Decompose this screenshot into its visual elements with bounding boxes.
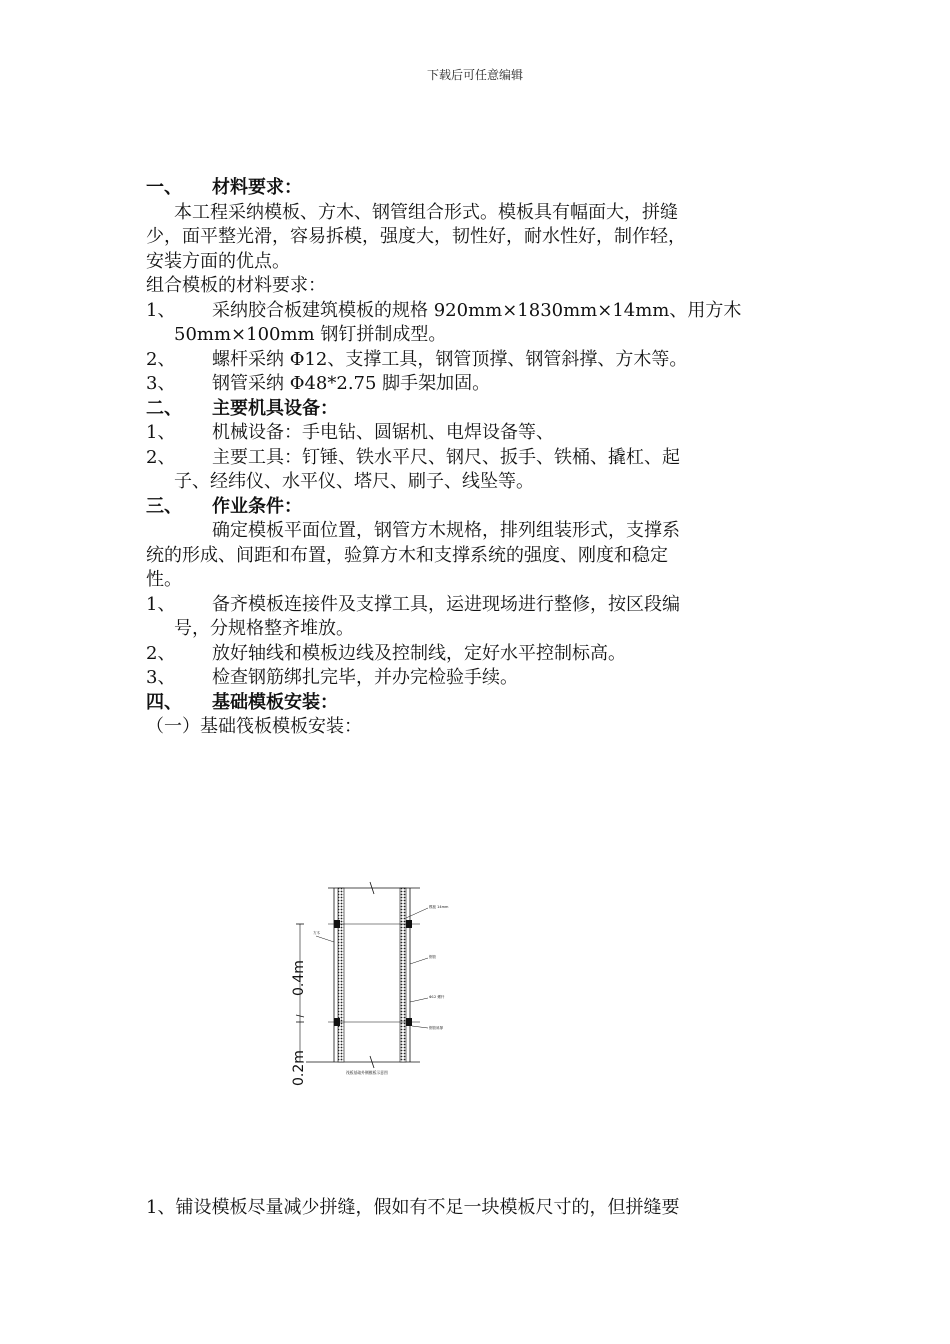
leader-line-2	[410, 958, 428, 964]
diagram-caption: 筏板基础外侧模板示意图	[346, 1070, 388, 1075]
label-steel-pipe: 钢管	[429, 955, 436, 959]
leader-line-4	[412, 1026, 428, 1028]
label-board: 模板 14mm	[429, 905, 449, 909]
tie-nut-upper-left	[334, 920, 340, 928]
leader-line-5	[316, 936, 334, 942]
label-tie-rod: Φ12 螺杆	[429, 995, 445, 999]
section-1-heading: 一、 材料要求：	[146, 177, 302, 198]
section-1-paragraph-line-3: 安装方面的优点。	[146, 250, 290, 272]
section-1-paragraph-line-2: 少，面平整光滑，容易拆模，强度大，韧性好，耐水性好，制作轻，	[146, 226, 686, 247]
bottom-paragraph: 1、铺设模板尽量减少拼缝，假如有不足一块模板尺寸的，但拼缝要	[146, 1197, 680, 1218]
section-2-item-2: 2、 主要工具：钉锤、铁水平尺、钢尺、扳手、铁桶、撬杠、起	[146, 446, 680, 468]
document-body	[146, 176, 810, 740]
section-1-subheading: 组合模板的材料要求：	[146, 275, 326, 296]
section-1-item-3: 3、 钢管采纳 Φ48*2.75 脚手架加固。	[146, 373, 491, 394]
tie-nut-lower-left	[334, 1018, 340, 1026]
section-2-item-2-cont: 子、经纬仪、水平仪、塔尺、刷子、线坠等。	[174, 471, 534, 492]
header-note: 下载后可任意编辑	[426, 68, 523, 82]
dimension-label-bottom: 0.2m	[291, 1050, 307, 1086]
left-formwork-board	[338, 888, 344, 1062]
tie-nut-lower-right	[406, 1018, 412, 1026]
dimension-label-top: 0.4m	[291, 960, 307, 996]
leader-line-3	[410, 998, 428, 1002]
section-2-heading: 二、 主要机具设备：	[146, 397, 338, 419]
tie-nut-upper-right	[406, 920, 412, 928]
section-3-paragraph-line-1: 确定模板平面位置，钢管方木规格，排列组装形式，支撑系	[212, 520, 680, 541]
section-4-heading: 四、 基础模板安装：	[146, 691, 338, 713]
section-1-item-2: 2、 螺杆采纳 Φ12、支撑工具，钢管顶撑、钢管斜撑、方木等。	[146, 348, 688, 370]
section-2-item-1: 1、 机械设备：手电钻、圆锯机、电焊设备等、	[146, 422, 554, 443]
leader-line-1	[406, 908, 428, 918]
section-3-paragraph-line-2: 统的形成、间距和布置，验算方木和支撑系统的强度、刚度和稳定	[146, 544, 668, 566]
label-timber: 方木	[313, 931, 320, 935]
section-1-item-1-cont: 50mm×100mm 钢钉拼制成型。	[174, 324, 447, 345]
section-3-item-1: 1、 备齐模板连接件及支撑工具，运进现场进行整修，按区段编	[146, 593, 680, 615]
label-diagonal-brace: 钢管斜撑	[429, 1026, 443, 1030]
right-formwork-board	[400, 888, 406, 1062]
section-3-heading: 三、 作业条件：	[146, 495, 302, 517]
section-3-paragraph-line-3: 性。	[146, 569, 182, 590]
section-3-item-3: 3、 检查钢筋绑扎完毕，并办完检验手续。	[146, 667, 518, 688]
formwork-diagram-svg	[280, 878, 510, 1098]
section-1-paragraph-line-1: 本工程采纳模板、方木、钢管组合形式。模板具有幅面大，拼缝	[174, 201, 678, 223]
formwork-diagram	[280, 878, 510, 1098]
section-3-item-2: 2、 放好轴线和模板边线及控制线，定好水平控制标高。	[146, 642, 626, 664]
section-1-item-1: 1、 采纳胶合板建筑模板的规格 920mm×1830mm×14mm、用方木	[146, 299, 742, 321]
section-4-subheading: （一）基础筏板模板安装：	[146, 716, 362, 737]
section-3-item-1-cont: 号，分规格整齐堆放。	[174, 618, 354, 639]
